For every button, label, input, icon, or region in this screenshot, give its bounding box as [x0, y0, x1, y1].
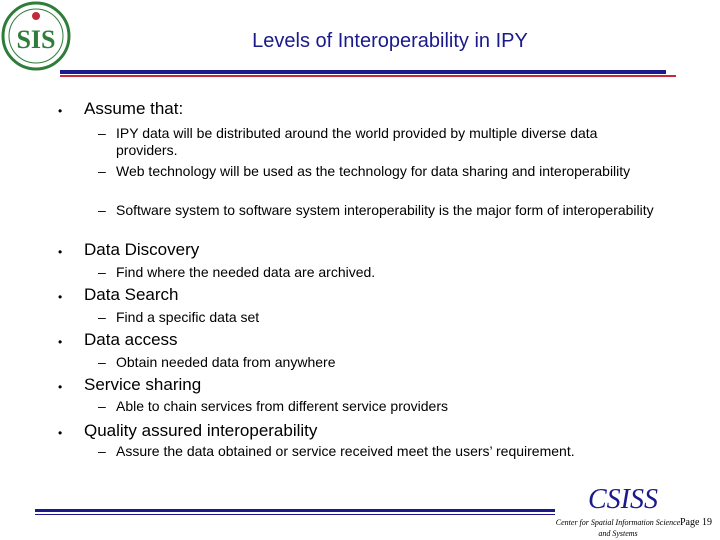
sub-text: Able to chain services from different service providers — [116, 398, 448, 414]
sub-text: Find where the needed data are archived. — [116, 264, 376, 280]
bullet-text: Data Discovery — [84, 240, 200, 259]
sub-dash: – — [98, 398, 106, 414]
sub-dash: – — [98, 125, 106, 141]
bullet-text: Assume that: — [84, 99, 184, 118]
sub-dash: – — [98, 443, 106, 459]
sub-dash: – — [98, 163, 106, 179]
bullet-text: Data access — [84, 330, 178, 349]
sub-text: Software system to software system interoperability is the major form of interoperability — [116, 202, 654, 218]
slide-title: Levels of Interoperability in IPY — [252, 30, 528, 52]
sub-text: Obtain needed data from anywhere — [116, 354, 336, 370]
sub-dash: – — [98, 309, 106, 325]
page-number-value: 19 — [701, 517, 712, 528]
footer-rule-thick — [35, 509, 555, 512]
sub-text: Assure the data obtained or service received meet the users’ requirement. — [116, 443, 575, 459]
bullet: • — [58, 335, 63, 349]
footer-rule-thin — [35, 514, 555, 515]
sub-text: Web technology will be used as the technology for data sharing and interoperability — [116, 163, 631, 179]
sub-dash: – — [98, 354, 106, 370]
bullet: • — [58, 245, 63, 259]
bullet: • — [58, 290, 63, 304]
sub-dash: – — [98, 264, 106, 280]
bullet: • — [58, 104, 63, 118]
bullet-text: Data Search — [84, 285, 179, 304]
sub-text: Find a specific data set — [116, 309, 260, 325]
center-name: Center for Spatial Information Science and Systems — [555, 518, 681, 538]
bullet: • — [58, 380, 63, 394]
bullet: • — [58, 426, 63, 440]
page-label: Page — [680, 517, 700, 528]
sub-dash: – — [98, 202, 106, 218]
logo-text: SIS — [16, 25, 56, 54]
sub-text: IPY data will be distributed around the world provided by multiple diverse data providers. — [116, 125, 598, 158]
bullet-text: Service sharing — [84, 375, 202, 394]
bullet-text: Quality assured interoperability — [84, 421, 318, 440]
csiss-brand: CSISS — [588, 484, 658, 515]
page-number — [680, 517, 712, 528]
